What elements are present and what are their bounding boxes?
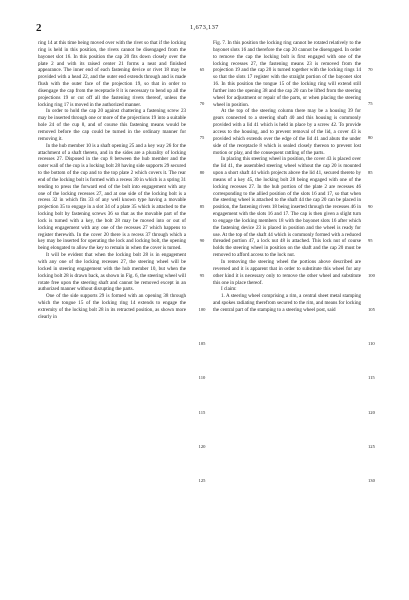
left-paragraph-4: It will be evident that when the locking bolt 28 is in engagement with any one of the locking recesses 27, the steering wheel will be locked in steering engagement with the hub member 10, but when the locking bolt 28 is drawn back, as shown in Fig. 6, the steering wheel will rotate free upon the steering shaft and cannot be removed except in an authorized manner without disrupting the parts.: [38, 252, 186, 293]
line-number: 130: [368, 478, 375, 483]
line-number: 95: [368, 238, 373, 243]
left-paragraph-1: ring 14 at this time being moved over with the rivet so that if the locking ring is held in this position, the rivets cannot be disengaged from the bayonet slot 16. In this position the cap 20 fits down closely over the plate 2 and with its raised center 21 forms a neat and finished appearance. The inner end of each fastening device or rivet 18 may be provided with a head 22, and the outer end extends through and is made flush with the outer face of the projection 19, so that in order to disengage the cap from the receptacle 8 it is necessary to bend up all the projections 19 or cut off all the fastening rivets thereof, unless the locking ring 17 is moved in the authorized manner.: [38, 40, 186, 108]
line-number: 100: [368, 273, 375, 278]
line-number: 90: [368, 204, 373, 209]
line-number: 120: [368, 410, 375, 415]
patent-number: 1,673,137: [190, 24, 219, 31]
right-paragraph-1: Fig. 7. In this position the locking ring cannot be rotated relatively to the bayonet slots 16 and therefore the cap 20 cannot be disengaged. In order to remove the cap the locking bolt is first engaged with one of the locking recesses 27, the fastening means 23 is removed from the projection 19 and the cap 20 is turned together with the locking rings 14 so that the slots 17 register with the straight portion of the bayonet slot 16. In this position the tongue 15 of the locking ring will extend still further into the opening 38 and the cap 20 can be lifted from the steering wheel for adjustment or repair of the parts, or when placing the steering wheel in position.: [213, 40, 361, 108]
line-number: 85: [199, 204, 205, 209]
left-paragraph-2: In order to hold the cap 20 against chattering a fastening screw 23 may be inserted through one or more of the projections 19 into a suitable hole 24 of the cup 8, and of course this fastening means would be removed before the cap could be turned in the ordinary manner for removing it.: [38, 108, 186, 142]
right-paragraph-2: At the top of the steering column there may be a housing 39 for gears connected to a steering shaft 40 and this housing is commonly provided with a lid 41 which is held in place by a screw 42. To provide access to the housing, and to prevent removal of the lid, a cover 43 is provided which extends over the edge of the lid 41 and abuts the under side of the receptacle 8 which is sealed closely thereon to prevent lost motion or play, and the consequent rattling of the parts.: [213, 108, 361, 156]
left-paragraph-3: In the hub member 10 is a shaft opening 25 and a key way 26 for the attachment of a shaft thereto, and in the sides are a plurality of locking recesses 27. Disposed in the cup 8 between the hub member and the outer wall of the cup is a locking bolt 28 having side supports 29 secured to the bottom of the cup and to the top plate 2 which covers it. The rear end of the locking bolt is formed with a recess 30 in which is a spring 31 tending to press the forward end of the bolt into engagement with any one of the locking recesses 27, and at one side of the locking bolt is a recess 32 in which fits 33 of any well known type having a movable projection 35 to engage in a slot 34 of a plate 35 which is attached to the locking bolt by fastening screws 36 so that as the movable part of the lock is turned with a key, the bolt 28 may be moved into or out of locking engagement with any one of the recesses 27 which happens to register therewith. In the cover 20 there is a recess 37 through which a key may be inserted for operating the lock and locking bolt, the opening being elongated to allow the key to remain in when the cover is turned.: [38, 142, 186, 252]
line-number: 105: [368, 307, 375, 312]
line-number: 125: [368, 444, 375, 449]
line-number: 75: [368, 101, 373, 106]
line-number: 65: [199, 67, 205, 72]
right-paragraph-4: In removing the steering wheel the portions above described are reversed and it is apparent that in order to substitute this wheel for any other kind it is necessary only to remove the other wheel and substitute this one in place thereof.: [213, 259, 361, 286]
line-number: 85: [368, 170, 373, 175]
right-paragraph-3: In placing this steering wheel in position, the cover 43 is placed over the lid 41, the assembled steering wheel without the cap 20 is mounted upon a short shaft 44 which projects above the lid 41, secured thereto by means of a key 45, the locking bolt 28 being engaged with one of the locking recesses 27. In the hub portion of the plate 2 are recesses 46 corresponding to the allied position of the slots 16 and 17, so that when the steering wheel is attached to the shaft 44 the cap 20 can be placed in position, the fastening rivets 18 being inserted through the recesses 46 in engagement with the slots 16 and 17. The cap is then given a slight turn to engage the locking members 18 with the bayonet slots 16 after which the fastening device 23 is placed in position and the wheel is ready for use. At the top of the shaft 44 which is commonly formed with a reduced threaded portion 47, a lock nut 48 is attached. This lock nut of course holds the steering wheel in position on the shaft and the cap 20 must be removed to afford access to the lock nut.: [213, 156, 361, 259]
claim-heading: I claim:: [221, 286, 237, 293]
line-number: 115: [368, 375, 375, 380]
line-number: 75: [199, 135, 205, 140]
right-text-column: [213, 40, 361, 314]
page-number: 2: [36, 22, 42, 34]
line-number: 125: [198, 478, 206, 483]
line-number: 80: [199, 170, 205, 175]
line-number: 70: [199, 101, 205, 106]
line-number: 80: [368, 135, 373, 140]
line-number: 95: [199, 273, 205, 278]
line-number: 110: [198, 375, 206, 380]
line-number: 105: [198, 341, 206, 346]
line-number: 115: [198, 410, 206, 415]
line-number: 100: [198, 307, 206, 312]
line-number: 110: [368, 341, 375, 346]
left-text-column: [38, 40, 186, 321]
line-number: 120: [198, 444, 206, 449]
claim-1: 1. A steering wheel comprising a rim, a central sheet metal stamping and spokes radiating therefrom secured to the rim, and means for locking the central part of the stamping to a steering wheel post, said: [213, 293, 361, 313]
left-paragraph-5: One of the side supports 29 is formed with an opening 38 through which the tongue 15 of the locking ring 14 extends to engage the extremity of the locking bolt 28 in its retracted position, as shown more clearly in: [38, 293, 186, 320]
line-number: 90: [199, 238, 205, 243]
line-number: 70: [368, 67, 373, 72]
